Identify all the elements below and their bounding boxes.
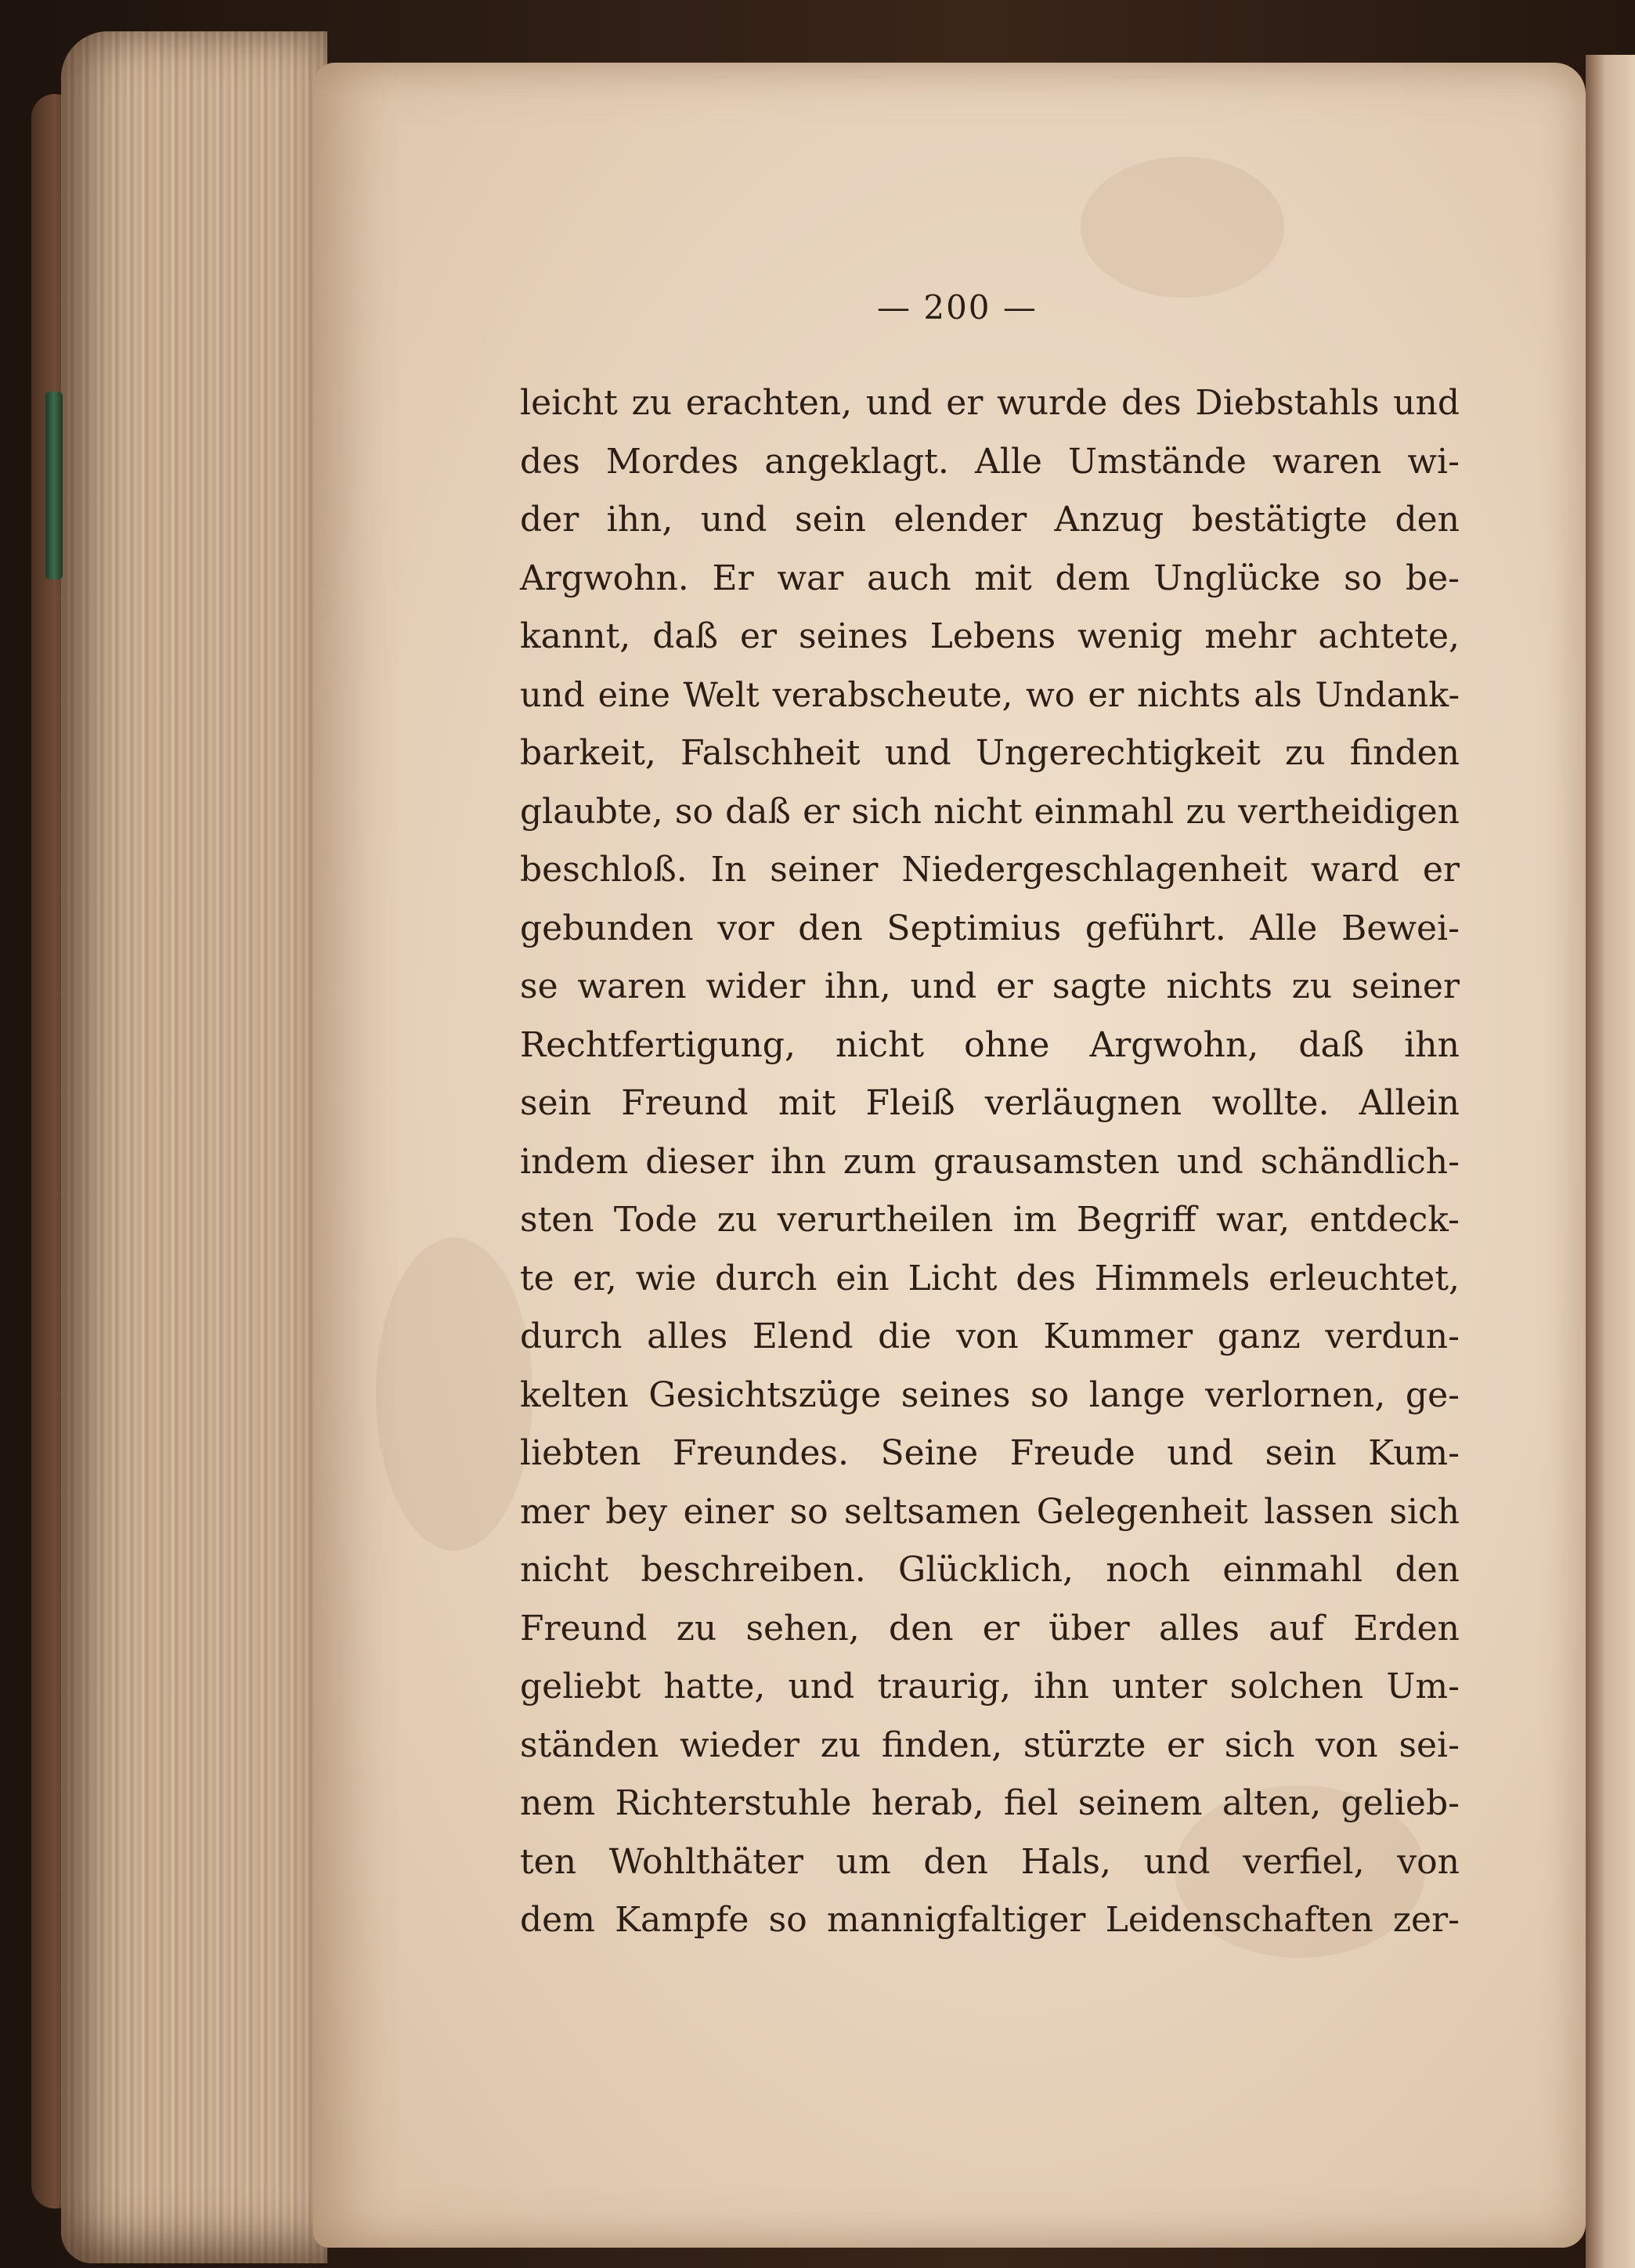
- page-number: — 200 —: [877, 288, 1038, 327]
- paper-stain: [376, 1237, 532, 1551]
- text-line: des Mordes angeklagt. Alle Umstände waren wi-: [520, 441, 1460, 482]
- text-line: glaubte, so daß er sich nicht einmahl zu vertheidigen: [520, 791, 1460, 832]
- text-line: sten Tode zu verurtheilen im Begriff war, entdeck-: [520, 1200, 1460, 1240]
- text-line: te er, wie durch ein Licht des Himmels erleuchtet,: [520, 1258, 1460, 1298]
- text-line: sein Freund mit Fleiß verläugnen wollte. Allein: [520, 1083, 1460, 1123]
- text-line: ständen wieder zu finden, stürzte er sich von sei-: [520, 1724, 1460, 1765]
- text-line: kelten Gesichtszüge seines so lange verlornen, ge-: [520, 1374, 1460, 1415]
- text-line: ten Wohlthäter um den Hals, und verfiel, von: [520, 1841, 1460, 1882]
- text-line: Freund zu sehen, den er über alles auf Erden: [520, 1608, 1460, 1649]
- text-line: und eine Welt verabscheute, wo er nichts als Undank-: [520, 675, 1460, 715]
- text-line: beschloß. In seiner Niedergeschlagenheit ward er: [520, 850, 1460, 890]
- page-block-edges: [61, 31, 327, 2263]
- text-line: nicht beschreiben. Glücklich, noch einmahl den: [520, 1550, 1460, 1590]
- body-text: [520, 374, 1460, 1950]
- ribbon-marker: [45, 392, 63, 580]
- text-line: indem dieser ihn zum grausamsten und schändlich-: [520, 1141, 1460, 1182]
- text-line: dem Kampfe so mannigfaltiger Leidenschaften zer-: [520, 1900, 1460, 1940]
- text-line: mer bey einer so seltsamen Gelegenheit lassen sich: [520, 1491, 1460, 1532]
- text-line: barkeit, Falschheit und Ungerechtigkeit zu finden: [520, 733, 1460, 773]
- text-line: gebunden vor den Septimius geführt. Alle Bewei-: [520, 908, 1460, 948]
- text-line: nem Richterstuhle herab, fiel seinem alten, gelieb-: [520, 1783, 1460, 1823]
- text-line: liebten Freundes. Seine Freude und sein Kum-: [520, 1433, 1460, 1473]
- text-line: kannt, daß er seines Lebens wenig mehr achtete,: [520, 616, 1460, 656]
- text-line: Rechtfertigung, nicht ohne Argwohn, daß ihn: [520, 1024, 1460, 1065]
- text-line: Argwohn. Er war auch mit dem Unglücke so be-: [520, 558, 1460, 598]
- text-line: geliebt hatte, und traurig, ihn unter solchen Um-: [520, 1667, 1460, 1706]
- text-line: leicht zu erachten, und er wurde des Diebstahls und: [520, 383, 1460, 423]
- text-line: se waren wider ihn, und er sagte nichts zu seiner: [520, 966, 1460, 1006]
- text-line: durch alles Elend die von Kummer ganz verdun-: [520, 1316, 1460, 1356]
- text-line: der ihn, und sein elender Anzug bestätigte den: [520, 500, 1460, 540]
- facing-page-gutter: [1586, 55, 1635, 2268]
- paper-stain: [1081, 157, 1284, 298]
